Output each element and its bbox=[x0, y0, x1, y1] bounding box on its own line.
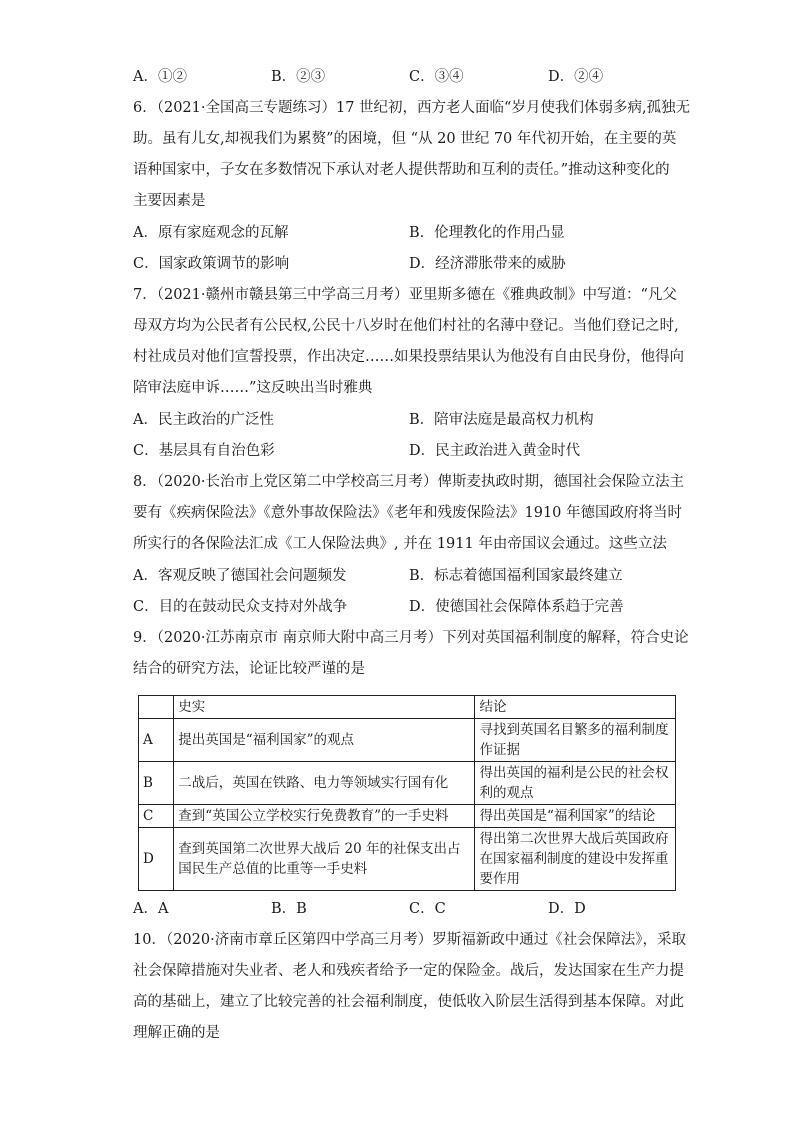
question-text-line: 理解正确的是 bbox=[133, 1025, 220, 1041]
question-text-line: 10．（2020·济南市章丘区第四中学高三月考）罗斯福新政中通过《社会保障法》，采取 bbox=[133, 932, 686, 948]
table-header-cell bbox=[139, 696, 174, 719]
option-a: A．A bbox=[133, 901, 169, 917]
table-cell: 查到英国第二次世界大战后 20 年的社保支出占国民生产总值的比重等一手史料 bbox=[174, 828, 475, 891]
question-text-line: 社会保障措施对失业者、老人和残疾者给予一定的保险金。战后，发达国家在生产力提 bbox=[133, 963, 684, 979]
option-d: D．经济滞胀带来的威胁 bbox=[409, 256, 566, 272]
table-header-row bbox=[139, 696, 676, 719]
facts-table bbox=[138, 695, 676, 891]
table-cell: A bbox=[139, 719, 174, 762]
option-c: C．基层具有自治色彩 bbox=[133, 443, 275, 459]
question-text-line: 高的基础上，建立了比较完善的社会福利制度，使低收入阶层生活得到基本保障。对此 bbox=[133, 994, 684, 1010]
option-d: D．使德国社会保障体系趋于完善 bbox=[409, 599, 624, 615]
option-b: B．陪审法庭是最高权力机构 bbox=[409, 412, 594, 428]
option-a: A．①② bbox=[133, 69, 187, 85]
table-cell: 寻找到英国名目繁多的福利制度作证据 bbox=[475, 719, 676, 762]
table-cell: 二战后，英国在铁路、电力等领域实行国有化 bbox=[174, 762, 475, 805]
question-text-line: 9．（2020·江苏南京市 南京师大附中高三月考）下列对英国福利制度的解释，符合史论 bbox=[133, 630, 689, 646]
option-c: C．目的在鼓动民众支持对外战争 bbox=[133, 599, 348, 615]
option-b: B．②③ bbox=[271, 69, 326, 85]
option-c: C．C bbox=[409, 901, 446, 917]
table-cell: B bbox=[139, 762, 174, 805]
question-text-line: 母双方均为公民者有公民权,公民十八岁时在他们村社的名薄中登记。当他们登记之时, bbox=[133, 318, 679, 334]
question-text-line: 所实行的各保险法汇成《工人保险法典》, 并在 1911 年由帝国议会通过。这些立法 bbox=[133, 536, 667, 552]
option-a: A．原有家庭观念的瓦解 bbox=[133, 225, 289, 241]
question-text-line: 主要因素是 bbox=[133, 193, 206, 209]
table-cell: 得出英国是“福利国家”的结论 bbox=[475, 805, 676, 828]
question-text-line: 村社成员对他们宣誓投票，作出决定……如果投票结果认为他没有自由民身份，他得向 bbox=[133, 349, 684, 365]
table-row bbox=[139, 805, 676, 828]
table-cell: 得出英国的福利是公民的社会权利的观点 bbox=[475, 762, 676, 805]
table-row bbox=[139, 828, 676, 891]
option-a: A．民主政治的广泛性 bbox=[133, 412, 274, 428]
table-cell: C bbox=[139, 805, 174, 828]
table-cell: 查到“英国公立学校实行免费教育”的一手史料 bbox=[174, 805, 475, 828]
option-a: A．客观反映了德国社会问题频发 bbox=[133, 568, 347, 584]
question-text-line: 要有《疾病保险法》《意外事故保险法》《老年和残废保险法》1910 年德国政府将当时 bbox=[133, 505, 683, 521]
option-d: D．民主政治进入黄金时代 bbox=[409, 443, 581, 459]
table-header-cell: 史实 bbox=[174, 696, 475, 719]
question-text-line: 7．（2021·赣州市赣县第三中学高三月考）亚里斯多德在《雅典政制》中写道：“凡父 bbox=[133, 287, 677, 303]
option-b: B．标志着德国福利国家最终建立 bbox=[409, 568, 623, 584]
question-text-line: 助。虽有儿女,却视我们为累赘”的困境，但 “从 20 世纪 70 年代初开始，在主要的英 bbox=[133, 131, 677, 147]
option-d: D．②④ bbox=[548, 69, 604, 85]
question-text-line: 8．（2020·长治市上党区第二中学校高三月考）俾斯麦执政时期，德国社会保险立法主 bbox=[133, 474, 684, 490]
table-cell: D bbox=[139, 828, 174, 891]
table-cell: 得出第二次世界大战后英国政府在国家福利制度的建设中发挥重要作用 bbox=[475, 828, 676, 891]
table-row bbox=[139, 762, 676, 805]
option-d: D．D bbox=[548, 901, 586, 917]
option-b: B．伦理教化的作用凸显 bbox=[409, 225, 565, 241]
table-header-cell: 结论 bbox=[475, 696, 676, 719]
option-b: B．B bbox=[271, 901, 307, 917]
question-text-line: 结合的研究方法，论证比较严谨的是 bbox=[133, 661, 365, 677]
question-text-line: 陪审法庭申诉……”这反映出当时雅典 bbox=[133, 380, 373, 396]
question-text-line: 6．（2021·全国高三专题练习）17 世纪初，西方老人面临“岁月使我们体弱多病,孤独无 bbox=[133, 100, 691, 116]
option-c: C．国家政策调节的影响 bbox=[133, 256, 290, 272]
question-text-line: 语种国家中，子女在多数情况下承认对老人提供帮助和互利的责任。”推动这种变化的 bbox=[133, 162, 670, 178]
table-cell: 提出英国是“福利国家”的观点 bbox=[174, 719, 475, 762]
option-c: C．③④ bbox=[409, 69, 464, 85]
table-row bbox=[139, 719, 676, 762]
